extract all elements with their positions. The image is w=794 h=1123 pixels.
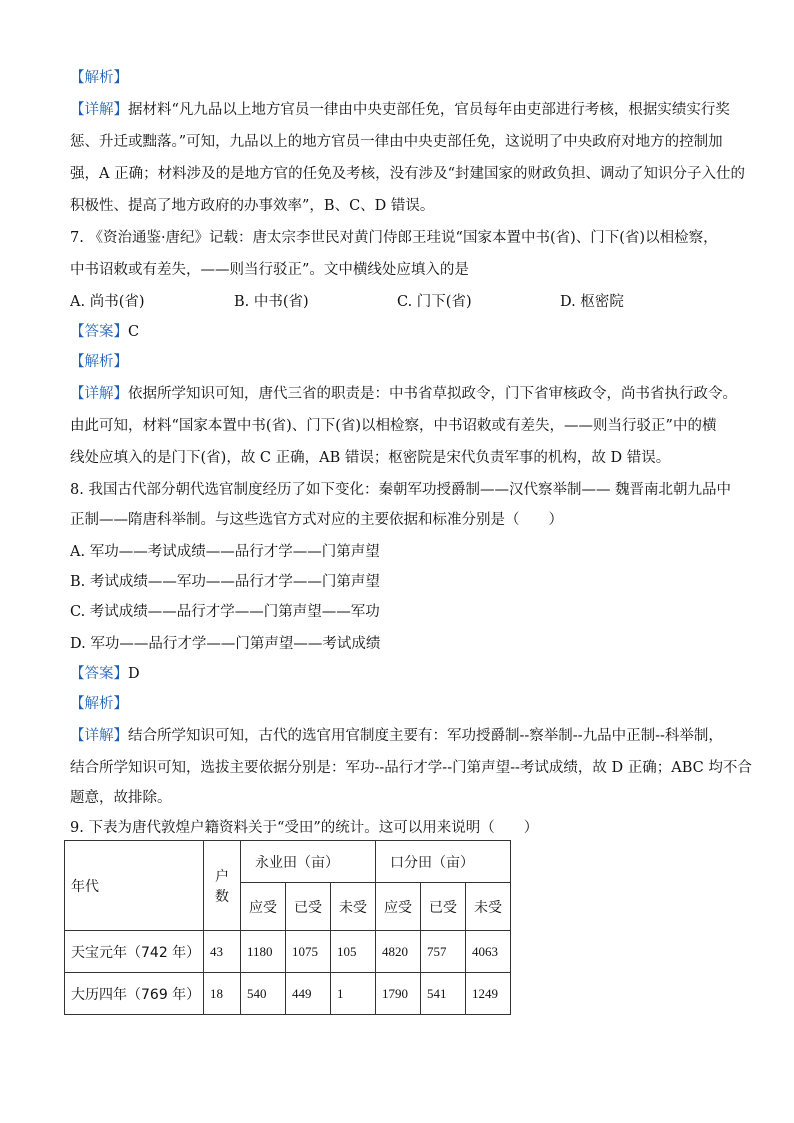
table-cell: 105 — [331, 931, 376, 973]
table-cell: 1 — [331, 973, 376, 1015]
detail-line: 线处应填入的是门下(省)，故 C 正确，AB 错误；枢密院是宋代负责军事的机构，故 D 错误。 — [70, 450, 671, 466]
detail-line: 结合所学知识可知，选拔主要依据分别是：军功--品行才学--门第声望--考试成绩，故 D 正确；ABC 均不合 — [70, 760, 752, 776]
land-grant-table — [64, 840, 511, 1015]
table-cell: 18 — [204, 973, 241, 1015]
question-8-stem: 8. 我国古代部分朝代选官制度经历了如下变化：秦朝军功授爵制——汉代察举制—— 魏晋南北朝九品中 — [70, 482, 732, 498]
table-cell: 大历四年（769 年） — [65, 973, 204, 1015]
detail-text: 结合所学知识可知，古代的选官用官制度主要有：军功授爵制--察举制--九品中正制--科举制， — [128, 728, 723, 744]
table-cell: 4820 — [376, 931, 421, 973]
table-cell: 天宝元年（742 年） — [65, 931, 204, 973]
analysis-tag: 【解析】 — [70, 354, 128, 370]
table-cell: 43 — [204, 931, 241, 973]
answer-value: C — [128, 324, 140, 340]
question-7-stem: 7. 《资治通鉴·唐纪》记载：唐太宗李世民对黄门侍郎王珪说“国家本置中书(省)、门下(省)以相检察， — [70, 230, 718, 246]
detail-tag: 【详解】 — [70, 386, 128, 402]
option-d: D. 军功——品行才学——门第声望——考试成绩 — [70, 636, 381, 652]
subheader-cell: 未受 — [331, 883, 376, 931]
option-d: D. 枢密院 — [560, 294, 624, 310]
subheader-cell: 已受 — [421, 883, 466, 931]
answer-tag: 【答案】 — [70, 324, 128, 340]
answer-line — [70, 662, 140, 683]
question-9-stem: 9. 下表为唐代敦煌户籍资料关于“受田”的统计。这可以用来说明（ ） — [70, 820, 539, 836]
table-cell: 541 — [421, 973, 466, 1015]
table-cell: 4063 — [466, 931, 511, 973]
subheader-cell: 应受 — [376, 883, 421, 931]
option-b: B. 中书(省) — [234, 294, 309, 310]
detail-tag: 【详解】 — [70, 102, 128, 118]
table-cell: 1790 — [376, 973, 421, 1015]
subheader-cell: 未受 — [466, 883, 511, 931]
header-households: 户数 — [204, 841, 241, 931]
detail-text: 依据所学知识可知，唐代三省的职责是：中书省草拟政令，门下省审核政令，尚书省执行政令。 — [128, 386, 737, 402]
answer-value: D — [128, 666, 140, 682]
subheader-cell: 已受 — [286, 883, 331, 931]
header-koufen-field: 口分田（亩） — [376, 841, 511, 883]
detail-line: 由此可知，材料“国家本置中书(省)、门下(省)以相检察，中书诏敕或有差失，——则当行驳正”中的横 — [70, 418, 717, 434]
question-8-stem: 正制——隋唐科举制。与这些选官方式对应的主要依据和标准分别是（ ） — [70, 512, 563, 528]
table-cell: 540 — [241, 973, 286, 1015]
answer-line — [70, 320, 139, 341]
detail-tag: 【详解】 — [70, 728, 128, 744]
detail-line — [70, 382, 737, 403]
option-c: C. 门下(省) — [397, 294, 472, 310]
detail-text: 据材料“凡九品以上地方官员一律由中央吏部任免，官员每年由吏部进行考核，根据实绩实行奖 — [128, 102, 730, 118]
table-cell: 449 — [286, 973, 331, 1015]
option-a: A. 尚书(省) — [70, 294, 145, 310]
detail-line — [70, 724, 723, 745]
question-7-stem: 中书诏敕或有差失，——则当行驳正”。文中横线处应填入的是 — [70, 262, 469, 278]
table-cell: 1249 — [466, 973, 511, 1015]
option-c: C. 考试成绩——品行才学——门第声望——军功 — [70, 604, 380, 620]
detail-line: 惩、升迁或黜落。”可知，九品以上的地方官员一律由中央吏部任免，这说明了中央政府对地方的控制加 — [70, 134, 723, 150]
subheader-cell: 应受 — [241, 883, 286, 931]
analysis-tag: 【解析】 — [70, 696, 128, 712]
analysis-tag: 【解析】 — [70, 70, 128, 86]
header-year: 年代 — [65, 841, 204, 931]
detail-line: 积极性、提高了地方政府的办事效率”，B、C、D 错误。 — [70, 198, 435, 214]
option-b: B. 考试成绩——军功——品行才学——门第声望 — [70, 574, 380, 590]
header-yongye-field: 永业田（亩） — [241, 841, 376, 883]
table-row — [65, 931, 511, 973]
table-row — [65, 973, 511, 1015]
detail-line: 题意，故排除。 — [70, 790, 172, 806]
table-cell: 757 — [421, 931, 466, 973]
answer-tag: 【答案】 — [70, 666, 128, 682]
table-cell: 1180 — [241, 931, 286, 973]
table-cell: 1075 — [286, 931, 331, 973]
detail-line: 强，A 正确；材料涉及的是地方官的任免及考核，没有涉及“封建国家的财政负担、调动了知识分子入仕的 — [70, 166, 745, 182]
option-a: A. 军功——考试成绩——品行才学——门第声望 — [70, 544, 380, 560]
detail-line — [70, 98, 730, 119]
